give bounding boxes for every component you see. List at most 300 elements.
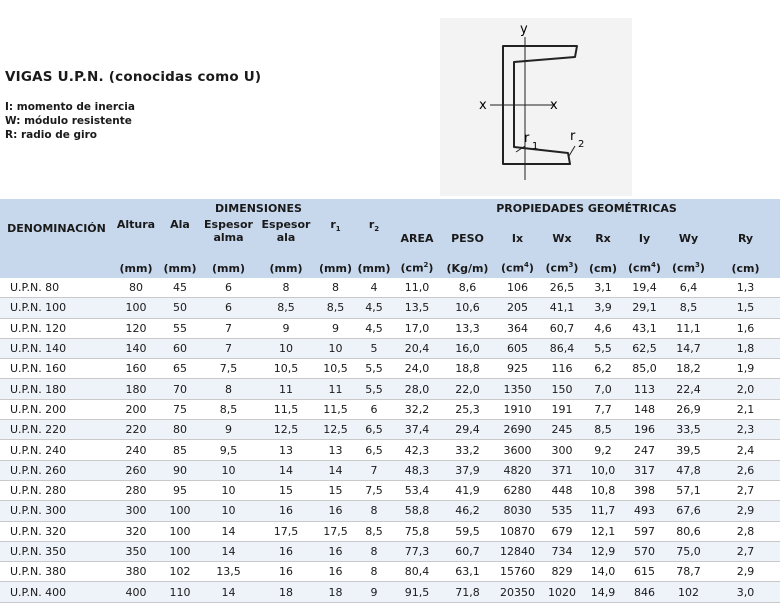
table-cell: 14 [201, 541, 256, 561]
cell-denominacion: U.P.N. 100 [0, 298, 113, 318]
table-cell: 37,4 [393, 420, 441, 440]
header-empty-r1 [316, 199, 355, 218]
cell-denominacion: U.P.N. 350 [0, 541, 113, 561]
col-ala: Ala [170, 218, 190, 231]
unit-peso: (Kg/m) [446, 261, 489, 275]
table-cell: 13 [256, 440, 316, 460]
table-cell: 9 [256, 318, 316, 338]
col-espesor-alma: Espesor alma [204, 218, 253, 244]
table-cell: 4820 [494, 460, 541, 480]
table-cell: 11,0 [393, 278, 441, 298]
table-cell: 7,0 [583, 379, 623, 399]
table-cell: 13 [316, 440, 355, 460]
unit-espesor-alma: (mm) [212, 261, 245, 275]
cell-denominacion: U.P.N. 160 [0, 359, 113, 379]
unit-altura: (mm) [119, 261, 153, 275]
table-cell: 2,7 [711, 480, 780, 500]
table-cell: 17,5 [256, 521, 316, 541]
table-cell: 829 [541, 562, 583, 582]
table-cell: 5,5 [355, 359, 393, 379]
table-cell: 80,6 [666, 521, 711, 541]
table-cell: 33,2 [441, 440, 494, 460]
table-cell: 3,1 [583, 278, 623, 298]
col-r2: $r_2$ [368, 218, 380, 234]
table-row [0, 521, 780, 541]
upn-table [0, 199, 780, 603]
table-cell: 4 [355, 278, 393, 298]
table-cell: 400 [113, 582, 159, 602]
table-cell: 220 [113, 420, 159, 440]
table-cell: 300 [541, 440, 583, 460]
col-peso: PESO [451, 231, 484, 245]
table-cell: 53,4 [393, 480, 441, 500]
table-row [0, 440, 780, 460]
table-cell: 350 [113, 541, 159, 561]
table-cell: 10 [201, 501, 256, 521]
table-cell: 78,7 [666, 562, 711, 582]
table-cell: 91,5 [393, 582, 441, 602]
table-cell: 1,6 [711, 318, 780, 338]
table-row [0, 420, 780, 440]
table-cell: 100 [159, 541, 201, 561]
table-cell: 86,4 [541, 338, 583, 358]
table-row [0, 338, 780, 358]
table-cell: 20,4 [393, 338, 441, 358]
table-cell: 150 [541, 379, 583, 399]
table-cell: 380 [113, 562, 159, 582]
table-cell: 41,1 [541, 298, 583, 318]
table-cell: 70 [159, 379, 201, 399]
cell-denominacion: U.P.N. 120 [0, 318, 113, 338]
table-cell: 6,5 [355, 420, 393, 440]
table-cell: 6,2 [583, 359, 623, 379]
table-cell: 260 [113, 460, 159, 480]
table-cell: 317 [623, 460, 666, 480]
table-cell: 75,0 [666, 541, 711, 561]
table-cell: 110 [159, 582, 201, 602]
table-cell: 24,0 [393, 359, 441, 379]
table-cell: 10 [201, 460, 256, 480]
table-cell: 14 [201, 521, 256, 541]
table-cell: 29,1 [623, 298, 666, 318]
header-empty-altura [113, 199, 159, 218]
table-cell: 9,2 [583, 440, 623, 460]
table-cell: 925 [494, 359, 541, 379]
table-cell: 1350 [494, 379, 541, 399]
table-cell: 39,5 [666, 440, 711, 460]
table-cell: 6,4 [666, 278, 711, 298]
table-cell: 6 [201, 298, 256, 318]
unit-wy: $(cm^3)$ [672, 261, 705, 275]
table-cell: 16,0 [441, 338, 494, 358]
table-cell: 7 [201, 318, 256, 338]
r1-label: r [524, 131, 530, 146]
y-axis-label: y [520, 22, 528, 37]
table-cell: 14,7 [666, 338, 711, 358]
table-cell: 14,9 [583, 582, 623, 602]
table-cell: 11,7 [583, 501, 623, 521]
table-cell: 493 [623, 501, 666, 521]
table-cell: 10,5 [256, 359, 316, 379]
table-cell: 100 [159, 521, 201, 541]
table-cell: 26,5 [541, 278, 583, 298]
x-axis-label-left: x [479, 98, 487, 113]
legend-modulus: W: módulo resistente [5, 115, 132, 127]
unit-rx: (cm) [588, 261, 618, 275]
table-cell: 12,9 [583, 541, 623, 561]
table-cell: 65 [159, 359, 201, 379]
table-row [0, 359, 780, 379]
table-cell: 2690 [494, 420, 541, 440]
cell-denominacion: U.P.N. 300 [0, 501, 113, 521]
table-cell: 240 [113, 440, 159, 460]
table-cell: 8,5 [256, 298, 316, 318]
table-cell: 148 [623, 399, 666, 419]
unit-ry: (cm) [731, 261, 760, 275]
table-cell: 33,5 [666, 420, 711, 440]
table-cell: 100 [113, 298, 159, 318]
table-cell: 113 [623, 379, 666, 399]
unit-r1: (mm) [319, 261, 352, 275]
legend-radius: R: radio de giro [5, 129, 97, 141]
table-cell: 200 [113, 399, 159, 419]
table-cell: 116 [541, 359, 583, 379]
table-cell: 10 [316, 338, 355, 358]
table-cell: 90 [159, 460, 201, 480]
table-cell: 4,5 [355, 318, 393, 338]
table-cell: 14 [316, 460, 355, 480]
table-cell: 20350 [494, 582, 541, 602]
table-cell: 42,3 [393, 440, 441, 460]
group-propiedades: PROPIEDADES GEOMÉTRICAS [496, 202, 677, 215]
table-cell: 22,0 [441, 379, 494, 399]
col-wy: Wy [678, 231, 699, 245]
table-cell: 3600 [494, 440, 541, 460]
table-cell: 7 [355, 460, 393, 480]
table-cell: 13,5 [393, 298, 441, 318]
table-cell: 18,2 [666, 359, 711, 379]
table-cell: 16 [256, 562, 316, 582]
col-wx: Wx [552, 231, 572, 245]
table-cell: 205 [494, 298, 541, 318]
table-cell: 180 [113, 379, 159, 399]
table-cell: 7,5 [201, 359, 256, 379]
table-row [0, 501, 780, 521]
table-cell: 15 [256, 480, 316, 500]
upn-section-diagram [440, 18, 632, 196]
table-cell: 15 [316, 480, 355, 500]
table-cell: 120 [113, 318, 159, 338]
table-cell: 11,5 [316, 399, 355, 419]
table-cell: 62,5 [623, 338, 666, 358]
table-cell: 18 [316, 582, 355, 602]
table-cell: 280 [113, 480, 159, 500]
table-cell: 43,1 [623, 318, 666, 338]
r2-arrow [569, 146, 575, 156]
table-cell: 398 [623, 480, 666, 500]
header-row-units [0, 258, 780, 278]
table-cell: 77,3 [393, 541, 441, 561]
cell-denominacion: U.P.N. 200 [0, 399, 113, 419]
table-cell: 6280 [494, 480, 541, 500]
table-cell: 25,3 [441, 399, 494, 419]
table-cell: 22,4 [666, 379, 711, 399]
table-cell: 10870 [494, 521, 541, 541]
table-cell: 8 [201, 379, 256, 399]
table-cell: 14 [201, 582, 256, 602]
table-cell: 11 [256, 379, 316, 399]
table-cell: 10,8 [583, 480, 623, 500]
col-r1: $r_1$ [330, 218, 341, 234]
table-cell: 1,3 [711, 278, 780, 298]
table-cell: 11,5 [256, 399, 316, 419]
col-ix: Ix [511, 231, 524, 245]
table-cell: 5,5 [355, 379, 393, 399]
table-cell: 37,9 [441, 460, 494, 480]
table-cell: 8,5 [355, 521, 393, 541]
table-cell: 2,9 [711, 562, 780, 582]
table-cell: 17,5 [316, 521, 355, 541]
table-cell: 26,9 [666, 399, 711, 419]
table-cell: 100 [159, 501, 201, 521]
cell-denominacion: U.P.N. 260 [0, 460, 113, 480]
header-empty-r2 [355, 199, 393, 218]
upn-section-drawing [440, 18, 632, 196]
table-cell: 50 [159, 298, 201, 318]
header-row-names [0, 218, 780, 258]
table-cell: 11,1 [666, 318, 711, 338]
table-cell: 16 [316, 501, 355, 521]
table-cell: 106 [494, 278, 541, 298]
table-cell: 9,5 [201, 440, 256, 460]
table-cell: 8 [355, 541, 393, 561]
table-cell: 10,6 [441, 298, 494, 318]
table-cell: 18,8 [441, 359, 494, 379]
table-cell: 3,0 [711, 582, 780, 602]
table-cell: 102 [666, 582, 711, 602]
r2-label: r [570, 129, 576, 144]
table-cell: 7,7 [583, 399, 623, 419]
table-cell: 597 [623, 521, 666, 541]
table-cell: 14 [256, 460, 316, 480]
header-row-groups [0, 199, 780, 218]
table-cell: 47,8 [666, 460, 711, 480]
table-cell: 570 [623, 541, 666, 561]
table-cell: 160 [113, 359, 159, 379]
header-empty-ala [159, 199, 201, 218]
table-cell: 1,9 [711, 359, 780, 379]
table-cell: 245 [541, 420, 583, 440]
table-cell: 95 [159, 480, 201, 500]
table-cell: 102 [159, 562, 201, 582]
table-cell: 196 [623, 420, 666, 440]
table-body [0, 278, 780, 602]
table-cell: 45 [159, 278, 201, 298]
table-cell: 12,1 [583, 521, 623, 541]
table-cell: 71,8 [441, 582, 494, 602]
table-cell: 11 [316, 379, 355, 399]
table-cell: 10,5 [316, 359, 355, 379]
cell-denominacion: U.P.N. 400 [0, 582, 113, 602]
table-cell: 8,5 [316, 298, 355, 318]
table-cell: 6,5 [355, 440, 393, 460]
table-cell: 8,6 [441, 278, 494, 298]
table-cell: 75 [159, 399, 201, 419]
table-cell: 191 [541, 399, 583, 419]
col-altura: Altura [116, 218, 156, 231]
table-row [0, 379, 780, 399]
table-row [0, 298, 780, 318]
table-cell: 8 [256, 278, 316, 298]
table-cell: 67,6 [666, 501, 711, 521]
cell-denominacion: U.P.N. 240 [0, 440, 113, 460]
unit-espesor-ala: (mm) [269, 261, 303, 275]
unit-denominacion-empty [0, 258, 113, 278]
table-cell: 16 [256, 541, 316, 561]
table-cell: 679 [541, 521, 583, 541]
table-cell: 6 [355, 399, 393, 419]
table-cell: 85,0 [623, 359, 666, 379]
table-cell: 3,9 [583, 298, 623, 318]
table-cell: 9 [201, 420, 256, 440]
col-denominacion: DENOMINACIÓN [7, 222, 106, 235]
table-cell: 57,1 [666, 480, 711, 500]
col-area: AREA [400, 231, 434, 245]
table-cell: 12,5 [316, 420, 355, 440]
table-cell: 16 [256, 501, 316, 521]
table-cell: 4,5 [355, 298, 393, 318]
col-iy: Iy [638, 231, 651, 245]
cell-denominacion: U.P.N. 380 [0, 562, 113, 582]
table-cell: 60,7 [441, 541, 494, 561]
table-row [0, 480, 780, 500]
table-cell: 12840 [494, 541, 541, 561]
table-cell: 1020 [541, 582, 583, 602]
table-cell: 5 [355, 338, 393, 358]
table-cell: 13,3 [441, 318, 494, 338]
x-axis-label-right: x [550, 98, 558, 113]
table-row [0, 541, 780, 561]
table-cell: 41,9 [441, 480, 494, 500]
unit-ix: $(cm^4)$ [501, 261, 534, 275]
table-cell: 2,9 [711, 501, 780, 521]
table-cell: 2,7 [711, 541, 780, 561]
table-cell: 48,3 [393, 460, 441, 480]
unit-area: $(cm^2)$ [400, 261, 434, 275]
table-cell: 300 [113, 501, 159, 521]
table-cell: 32,2 [393, 399, 441, 419]
table-cell: 8030 [494, 501, 541, 521]
table-cell: 605 [494, 338, 541, 358]
table-cell: 1910 [494, 399, 541, 419]
table-cell: 8 [316, 278, 355, 298]
table-cell: 29,4 [441, 420, 494, 440]
table-cell: 2,0 [711, 379, 780, 399]
col-ry: Ry [737, 231, 754, 245]
table-cell: 4,6 [583, 318, 623, 338]
table-cell: 2,8 [711, 521, 780, 541]
table-row [0, 318, 780, 338]
cell-denominacion: U.P.N. 280 [0, 480, 113, 500]
table-cell: 8,5 [666, 298, 711, 318]
table-cell: 371 [541, 460, 583, 480]
table-cell: 10 [256, 338, 316, 358]
table-cell: 8 [355, 562, 393, 582]
table-cell: 12,5 [256, 420, 316, 440]
table-cell: 2,3 [711, 420, 780, 440]
table-cell: 80 [113, 278, 159, 298]
table-cell: 28,0 [393, 379, 441, 399]
table-cell: 46,2 [441, 501, 494, 521]
cell-denominacion: U.P.N. 320 [0, 521, 113, 541]
table-cell: 615 [623, 562, 666, 582]
table-cell: 16 [316, 541, 355, 561]
table-cell: 2,6 [711, 460, 780, 480]
legend [5, 100, 135, 142]
col-rx: Rx [595, 231, 611, 245]
table-cell: 14,0 [583, 562, 623, 582]
cell-denominacion: U.P.N. 80 [0, 278, 113, 298]
table-cell: 535 [541, 501, 583, 521]
table-cell: 448 [541, 480, 583, 500]
table-cell: 8 [355, 501, 393, 521]
table-cell: 75,8 [393, 521, 441, 541]
table-row [0, 399, 780, 419]
legend-inertia: I: momento de inercia [5, 101, 135, 113]
unit-wx: $(cm^3)$ [545, 261, 579, 275]
table-cell: 9 [316, 318, 355, 338]
table-cell: 2,1 [711, 399, 780, 419]
table-cell: 2,4 [711, 440, 780, 460]
table-cell: 5,5 [583, 338, 623, 358]
table-cell: 846 [623, 582, 666, 602]
col-espesor-ala: Espesor ala [261, 218, 311, 244]
cell-denominacion: U.P.N. 180 [0, 379, 113, 399]
table-cell: 13,5 [201, 562, 256, 582]
table-cell: 8,5 [583, 420, 623, 440]
table-cell: 15760 [494, 562, 541, 582]
unit-ala: (mm) [163, 261, 197, 275]
r1-sub-label: 1 [532, 141, 539, 152]
cell-denominacion: U.P.N. 140 [0, 338, 113, 358]
table-cell: 16 [316, 562, 355, 582]
table-cell: 9 [355, 582, 393, 602]
table-cell: 18 [256, 582, 316, 602]
page-title: VIGAS U.P.N. (conocidas como U) [5, 69, 262, 85]
table-cell: 7 [201, 338, 256, 358]
table-cell: 247 [623, 440, 666, 460]
table-cell: 364 [494, 318, 541, 338]
cell-denominacion: U.P.N. 220 [0, 420, 113, 440]
table-cell: 17,0 [393, 318, 441, 338]
table-row [0, 460, 780, 480]
table-row [0, 582, 780, 602]
table-cell: 8,5 [201, 399, 256, 419]
table-cell: 19,4 [623, 278, 666, 298]
table-cell: 63,1 [441, 562, 494, 582]
table-row [0, 278, 780, 298]
table-cell: 6 [201, 278, 256, 298]
group-dimensiones: DIMENSIONES [215, 202, 302, 215]
table-cell: 55 [159, 318, 201, 338]
table-cell: 58,8 [393, 501, 441, 521]
unit-iy: $(cm^4)$ [628, 261, 661, 275]
table-row [0, 562, 780, 582]
unit-r2: (mm) [357, 261, 391, 275]
table-cell: 60,7 [541, 318, 583, 338]
table-cell: 80,4 [393, 562, 441, 582]
table-cell: 60 [159, 338, 201, 358]
